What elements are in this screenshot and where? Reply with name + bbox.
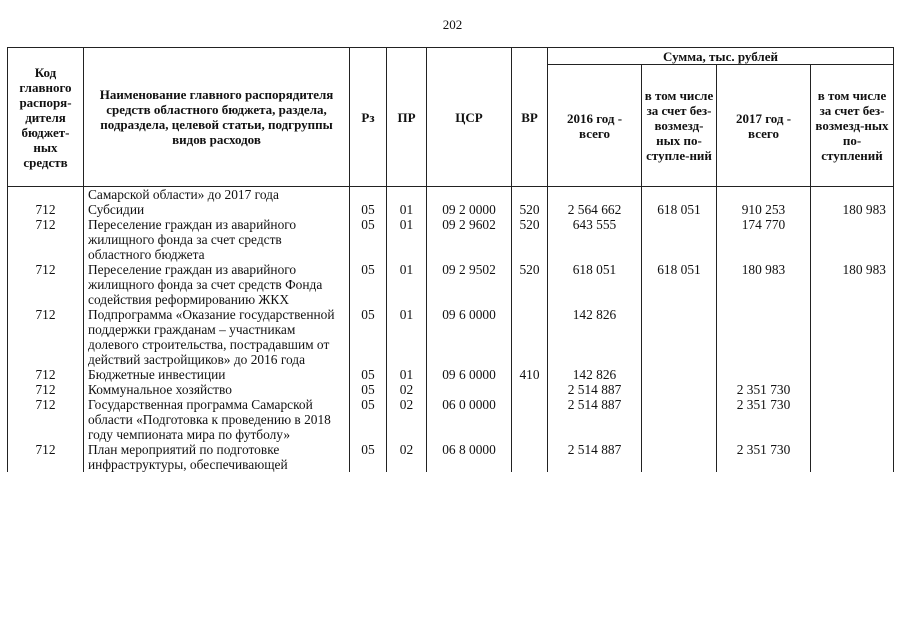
cell-2016-total: 643 555: [548, 217, 642, 262]
header-rz: Рз: [350, 48, 387, 187]
cell-rz: 05: [350, 217, 387, 262]
cell-rz: 05: [350, 202, 387, 217]
cell-2017-total: 910 253: [717, 202, 811, 217]
cell-pr: 01: [387, 202, 427, 217]
cell-2016-free: 618 051: [642, 262, 717, 307]
table-header: [8, 48, 894, 187]
cell-csr: 09 6 0000: [427, 307, 512, 367]
header-2017-total: 2017 год - всего: [717, 65, 811, 187]
cell-code: 712: [8, 442, 84, 472]
cell-vr: 520: [512, 217, 548, 262]
header-name: Наименование главного распорядителя средств областного бюджета, раздела, подраздела, целевой статьи, подгруппы видов расходов: [84, 48, 350, 187]
cell-2017-total: [717, 187, 811, 203]
cell-2016-total: 142 826: [548, 307, 642, 367]
cell-2017-total: 174 770: [717, 217, 811, 262]
table-row: [8, 442, 894, 472]
cell-rz: 05: [350, 307, 387, 367]
cell-csr: 09 2 9502: [427, 262, 512, 307]
cell-vr: 520: [512, 202, 548, 217]
cell-code: 712: [8, 367, 84, 382]
cell-csr: 06 0 0000: [427, 397, 512, 442]
cell-code: 712: [8, 202, 84, 217]
cell-code: 712: [8, 262, 84, 307]
cell-pr: 02: [387, 382, 427, 397]
cell-name: Самарской области» до 2017 года: [84, 187, 350, 203]
table-row: [8, 382, 894, 397]
cell-name: Переселение граждан из аварийного жилищного фонда за счет средств Фонда содействия реформированию ЖКХ: [84, 262, 350, 307]
cell-2017-free: 180 983: [811, 202, 894, 217]
cell-csr: [427, 187, 512, 203]
cell-2017-free: [811, 382, 894, 397]
cell-csr: 09 6 0000: [427, 367, 512, 382]
cell-2017-total: 180 983: [717, 262, 811, 307]
cell-2017-total: [717, 307, 811, 367]
cell-code: 712: [8, 397, 84, 442]
cell-2017-total: 2 351 730: [717, 397, 811, 442]
cell-rz: [350, 187, 387, 203]
cell-csr: [427, 382, 512, 397]
cell-pr: [387, 187, 427, 203]
cell-name: Государственная программа Самарской области «Подготовка к проведению в 2018 году чемпионата мира по футболу»: [84, 397, 350, 442]
cell-rz: 05: [350, 397, 387, 442]
table-body: [8, 187, 894, 473]
cell-vr: [512, 442, 548, 472]
table-row: [8, 307, 894, 367]
cell-2016-total: 2 514 887: [548, 382, 642, 397]
header-pr: ПР: [387, 48, 427, 187]
cell-2017-total: [717, 367, 811, 382]
cell-rz: 05: [350, 382, 387, 397]
cell-2016-free: [642, 442, 717, 472]
cell-2016-free: [642, 367, 717, 382]
header-vr: ВР: [512, 48, 548, 187]
cell-2016-total: 2 564 662: [548, 202, 642, 217]
header-sum: Сумма, тыс. рублей: [548, 48, 894, 65]
cell-name: Бюджетные инвестиции: [84, 367, 350, 382]
cell-name: Подпрограмма «Оказание государственной поддержки гражданам – участникам долевого строительства, пострадавшим от действий застройщиков» до 2016 года: [84, 307, 350, 367]
header-code: Код главного распоря-дителя бюджет-ных средств: [8, 48, 84, 187]
table-row: [8, 187, 894, 203]
cell-name: Переселение граждан из аварийного жилищного фонда за счет средств областного бюджета: [84, 217, 350, 262]
header-2017-free: в том числе за счет без-возмезд-ных по-ступлений: [811, 65, 894, 187]
cell-2016-free: 618 051: [642, 202, 717, 217]
table-row: [8, 202, 894, 217]
cell-2017-free: [811, 442, 894, 472]
cell-rz: 05: [350, 262, 387, 307]
cell-vr: [512, 397, 548, 442]
cell-2016-total: 142 826: [548, 367, 642, 382]
cell-2017-free: [811, 307, 894, 367]
cell-2017-free: [811, 187, 894, 203]
cell-pr: 01: [387, 262, 427, 307]
cell-pr: 01: [387, 307, 427, 367]
cell-rz: 05: [350, 442, 387, 472]
cell-2017-free: 180 983: [811, 262, 894, 307]
cell-2016-total: 2 514 887: [548, 397, 642, 442]
header-csr: ЦСР: [427, 48, 512, 187]
cell-csr: 09 2 0000: [427, 202, 512, 217]
cell-rz: 05: [350, 367, 387, 382]
cell-2016-free: [642, 217, 717, 262]
page-number: 202: [442, 17, 463, 32]
cell-vr: 520: [512, 262, 548, 307]
cell-vr: [512, 382, 548, 397]
cell-vr: [512, 187, 548, 203]
table-row: [8, 262, 894, 307]
cell-2017-free: [811, 217, 894, 262]
cell-2016-free: [642, 307, 717, 367]
cell-2017-total: 2 351 730: [717, 442, 811, 472]
cell-name: Субсидии: [84, 202, 350, 217]
cell-vr: [512, 307, 548, 367]
cell-csr: 09 2 9602: [427, 217, 512, 262]
cell-2017-free: [811, 367, 894, 382]
cell-2016-free: [642, 397, 717, 442]
cell-2016-free: [642, 187, 717, 203]
table-row: [8, 397, 894, 442]
budget-table: [7, 47, 894, 472]
cell-2017-total: 2 351 730: [717, 382, 811, 397]
cell-2016-free: [642, 382, 717, 397]
cell-pr: 02: [387, 397, 427, 442]
header-2016-total: 2016 год - всего: [548, 65, 642, 187]
cell-csr: 06 8 0000: [427, 442, 512, 472]
cell-2016-total: 618 051: [548, 262, 642, 307]
cell-code: [8, 187, 84, 203]
cell-2017-free: [811, 397, 894, 442]
table-row: [8, 217, 894, 262]
cell-vr: 410: [512, 367, 548, 382]
cell-code: 712: [8, 382, 84, 397]
cell-pr: 01: [387, 367, 427, 382]
cell-code: 712: [8, 307, 84, 367]
table-row: [8, 367, 894, 382]
cell-2016-total: [548, 187, 642, 203]
header-2016-free: в том числе за счет без-возмезд-ных по-ступле-ний: [642, 65, 717, 187]
cell-name: Коммунальное хозяйство: [84, 382, 350, 397]
cell-name: План мероприятий по подготовке инфраструктуры, обеспечивающей: [84, 442, 350, 472]
cell-pr: 01: [387, 217, 427, 262]
cell-2016-total: 2 514 887: [548, 442, 642, 472]
cell-pr: 02: [387, 442, 427, 472]
cell-code: 712: [8, 217, 84, 262]
